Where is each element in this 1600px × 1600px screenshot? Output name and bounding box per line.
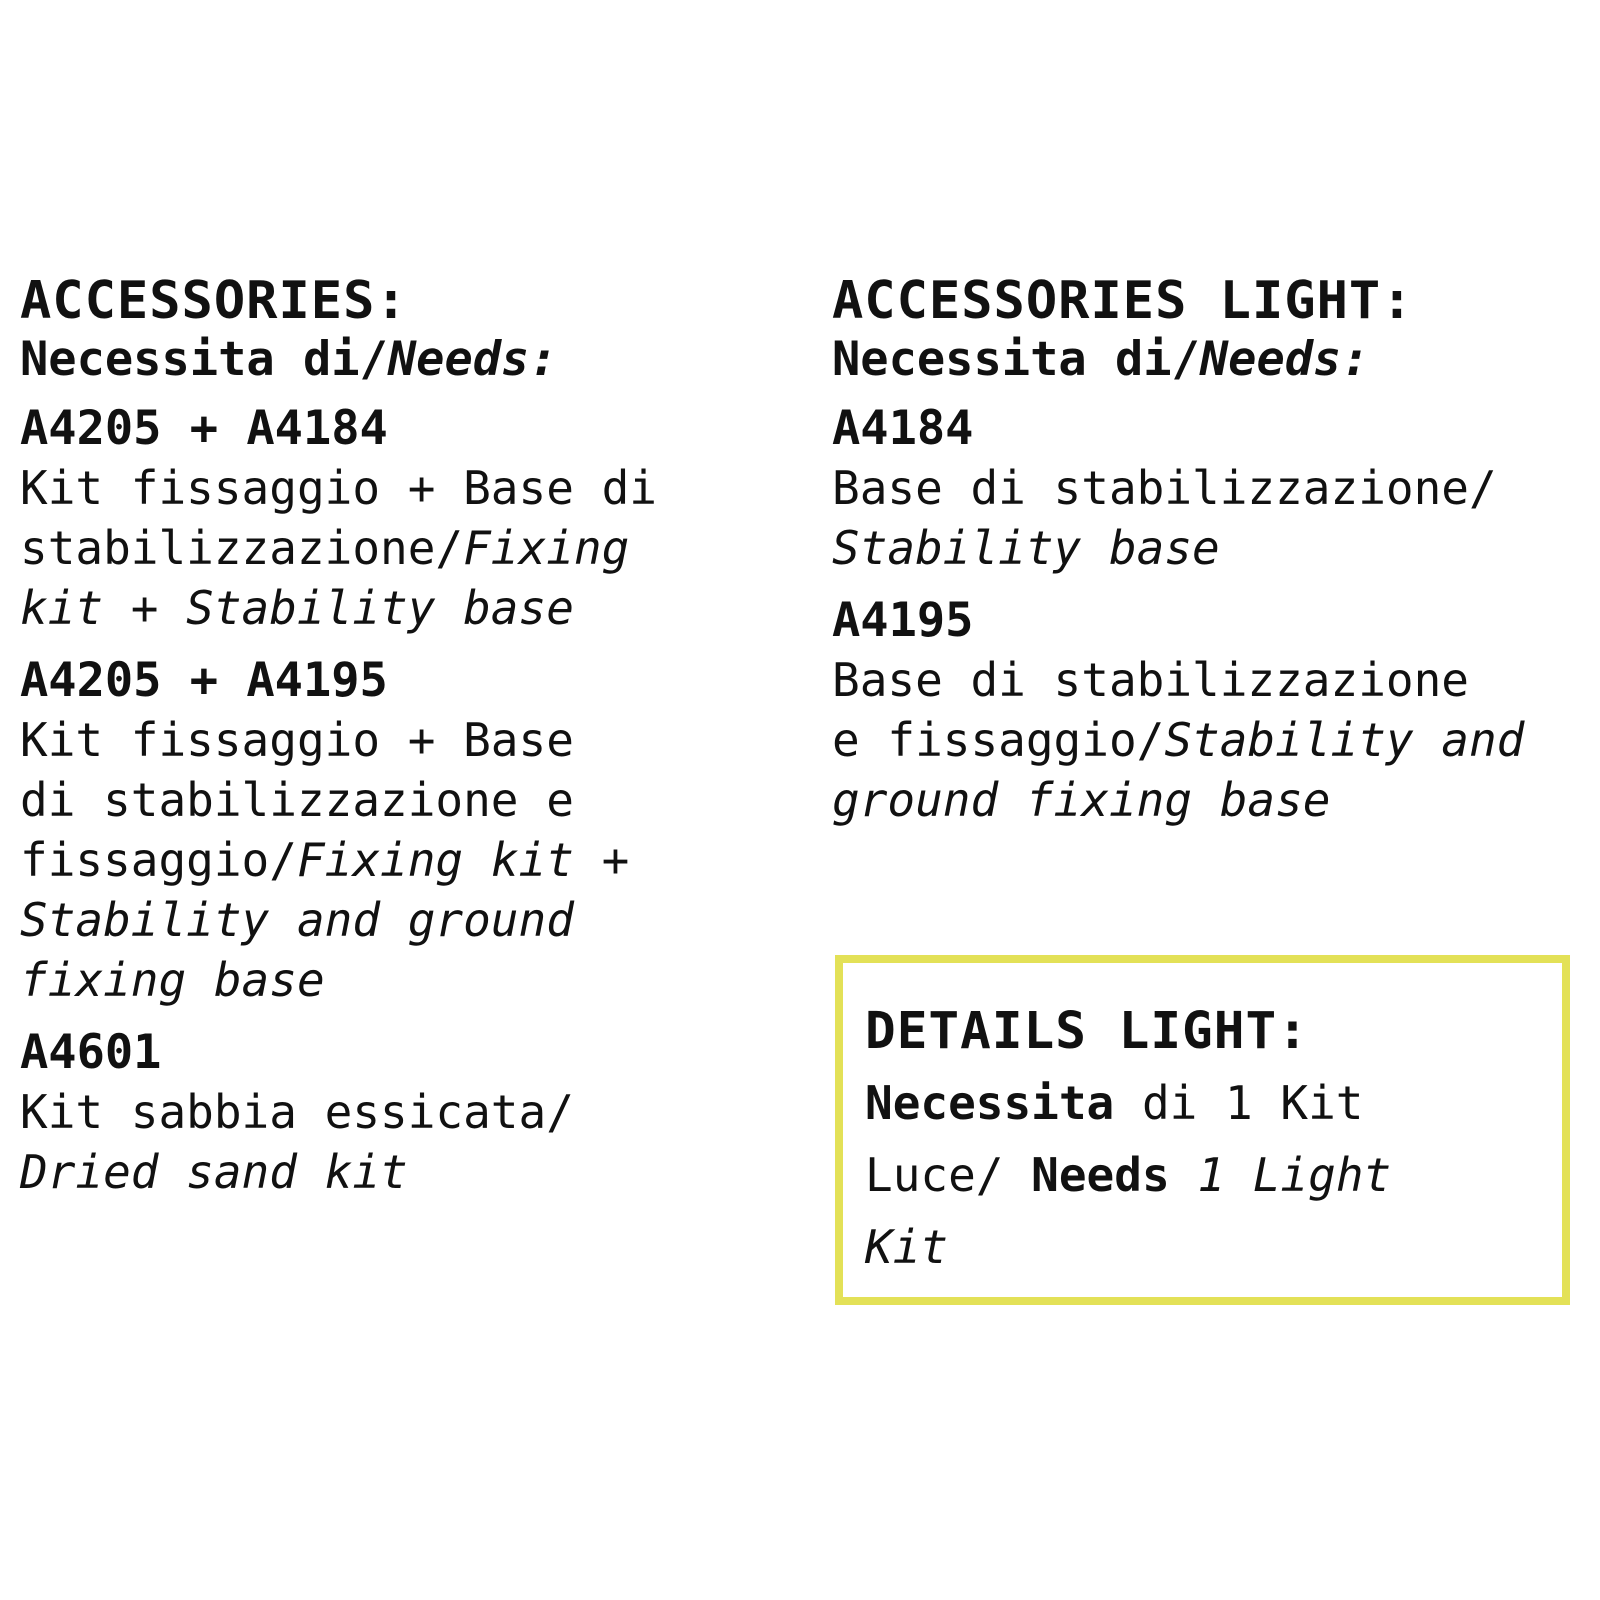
accessory-item [832, 400, 1592, 578]
description-line [832, 710, 1592, 770]
details-plain: Luce/ [865, 1148, 1032, 1202]
description-line [20, 458, 790, 518]
details-italic: 1 Light [1169, 1148, 1392, 1202]
description-plain: Base di stabilizzazione/ [832, 461, 1497, 515]
accessory-code: A4205 + A4195 [20, 653, 388, 708]
description-italic: ground fixing base [832, 773, 1331, 827]
accessories-needs-label [20, 332, 790, 388]
details-line [865, 1067, 1540, 1139]
description-line [20, 890, 790, 950]
description-italic: Fixing kit + [296, 833, 630, 887]
accessories-light-section [832, 270, 1592, 844]
accessory-description [20, 1082, 790, 1202]
description-plain: fissaggio/ [20, 833, 297, 887]
details-bold: Necessita [865, 1076, 1115, 1130]
needs-italic: Needs: [387, 332, 558, 387]
description-plain: Kit sabbia essicata/ [20, 1085, 574, 1139]
accessory-item [832, 592, 1592, 830]
details-plain: di 1 Kit [1114, 1076, 1364, 1130]
accessories-section [20, 270, 790, 1216]
description-plain: Kit fissaggio + Base [20, 713, 574, 767]
accessories-light-needs-label [832, 332, 1592, 388]
details-light-text [865, 1067, 1540, 1283]
details-bold: Needs [1031, 1148, 1170, 1202]
needs-prefix: Necessita di/ [832, 332, 1200, 387]
accessory-description [832, 650, 1592, 830]
description-line [20, 830, 790, 890]
description-line [832, 518, 1592, 578]
description-italic: Fixing [463, 521, 630, 575]
description-plain: stabilizzazione/ [20, 521, 464, 575]
description-italic: Stability and ground [20, 893, 574, 947]
description-line [832, 650, 1592, 710]
accessory-code: A4205 + A4184 [20, 401, 388, 456]
details-light-box [835, 955, 1570, 1305]
accessory-code: A4601 [20, 1025, 162, 1080]
details-line [865, 1211, 1540, 1283]
accessory-code: A4195 [832, 593, 974, 648]
details-line [865, 1139, 1540, 1211]
description-plain: Kit fissaggio + Base di [20, 461, 657, 515]
accessory-item [20, 652, 790, 1010]
description-line [20, 1142, 790, 1202]
details-light-title: DETAILS LIGHT: [865, 1002, 1309, 1061]
description-line [832, 770, 1592, 830]
description-line [20, 770, 790, 830]
accessory-item [20, 400, 790, 638]
needs-prefix: Necessita di/ [20, 332, 388, 387]
description-line [20, 950, 790, 1010]
description-plain: Base di stabilizzazione [832, 653, 1469, 707]
description-plain: di stabilizzazione e [20, 773, 574, 827]
accessories-light-heading: ACCESSORIES LIGHT: [832, 271, 1414, 331]
description-line [20, 1082, 790, 1142]
accessory-code: A4184 [832, 401, 974, 456]
description-italic: kit + Stability base [20, 581, 574, 635]
description-line [20, 518, 790, 578]
description-plain: e fissaggio/ [832, 713, 1165, 767]
description-line [20, 578, 790, 638]
description-italic: fixing base [20, 953, 325, 1007]
description-line [832, 458, 1592, 518]
description-italic: Stability base [832, 521, 1220, 575]
description-italic: Dried sand kit [20, 1145, 408, 1199]
details-italic: Kit [865, 1220, 949, 1274]
needs-italic: Needs: [1199, 332, 1370, 387]
accessory-description [20, 458, 790, 638]
description-line [20, 710, 790, 770]
description-italic: Stability and [1164, 713, 1525, 767]
accessory-item [20, 1024, 790, 1202]
accessory-description [20, 710, 790, 1010]
accessories-heading: ACCESSORIES: [20, 271, 408, 331]
accessory-description [832, 458, 1592, 578]
